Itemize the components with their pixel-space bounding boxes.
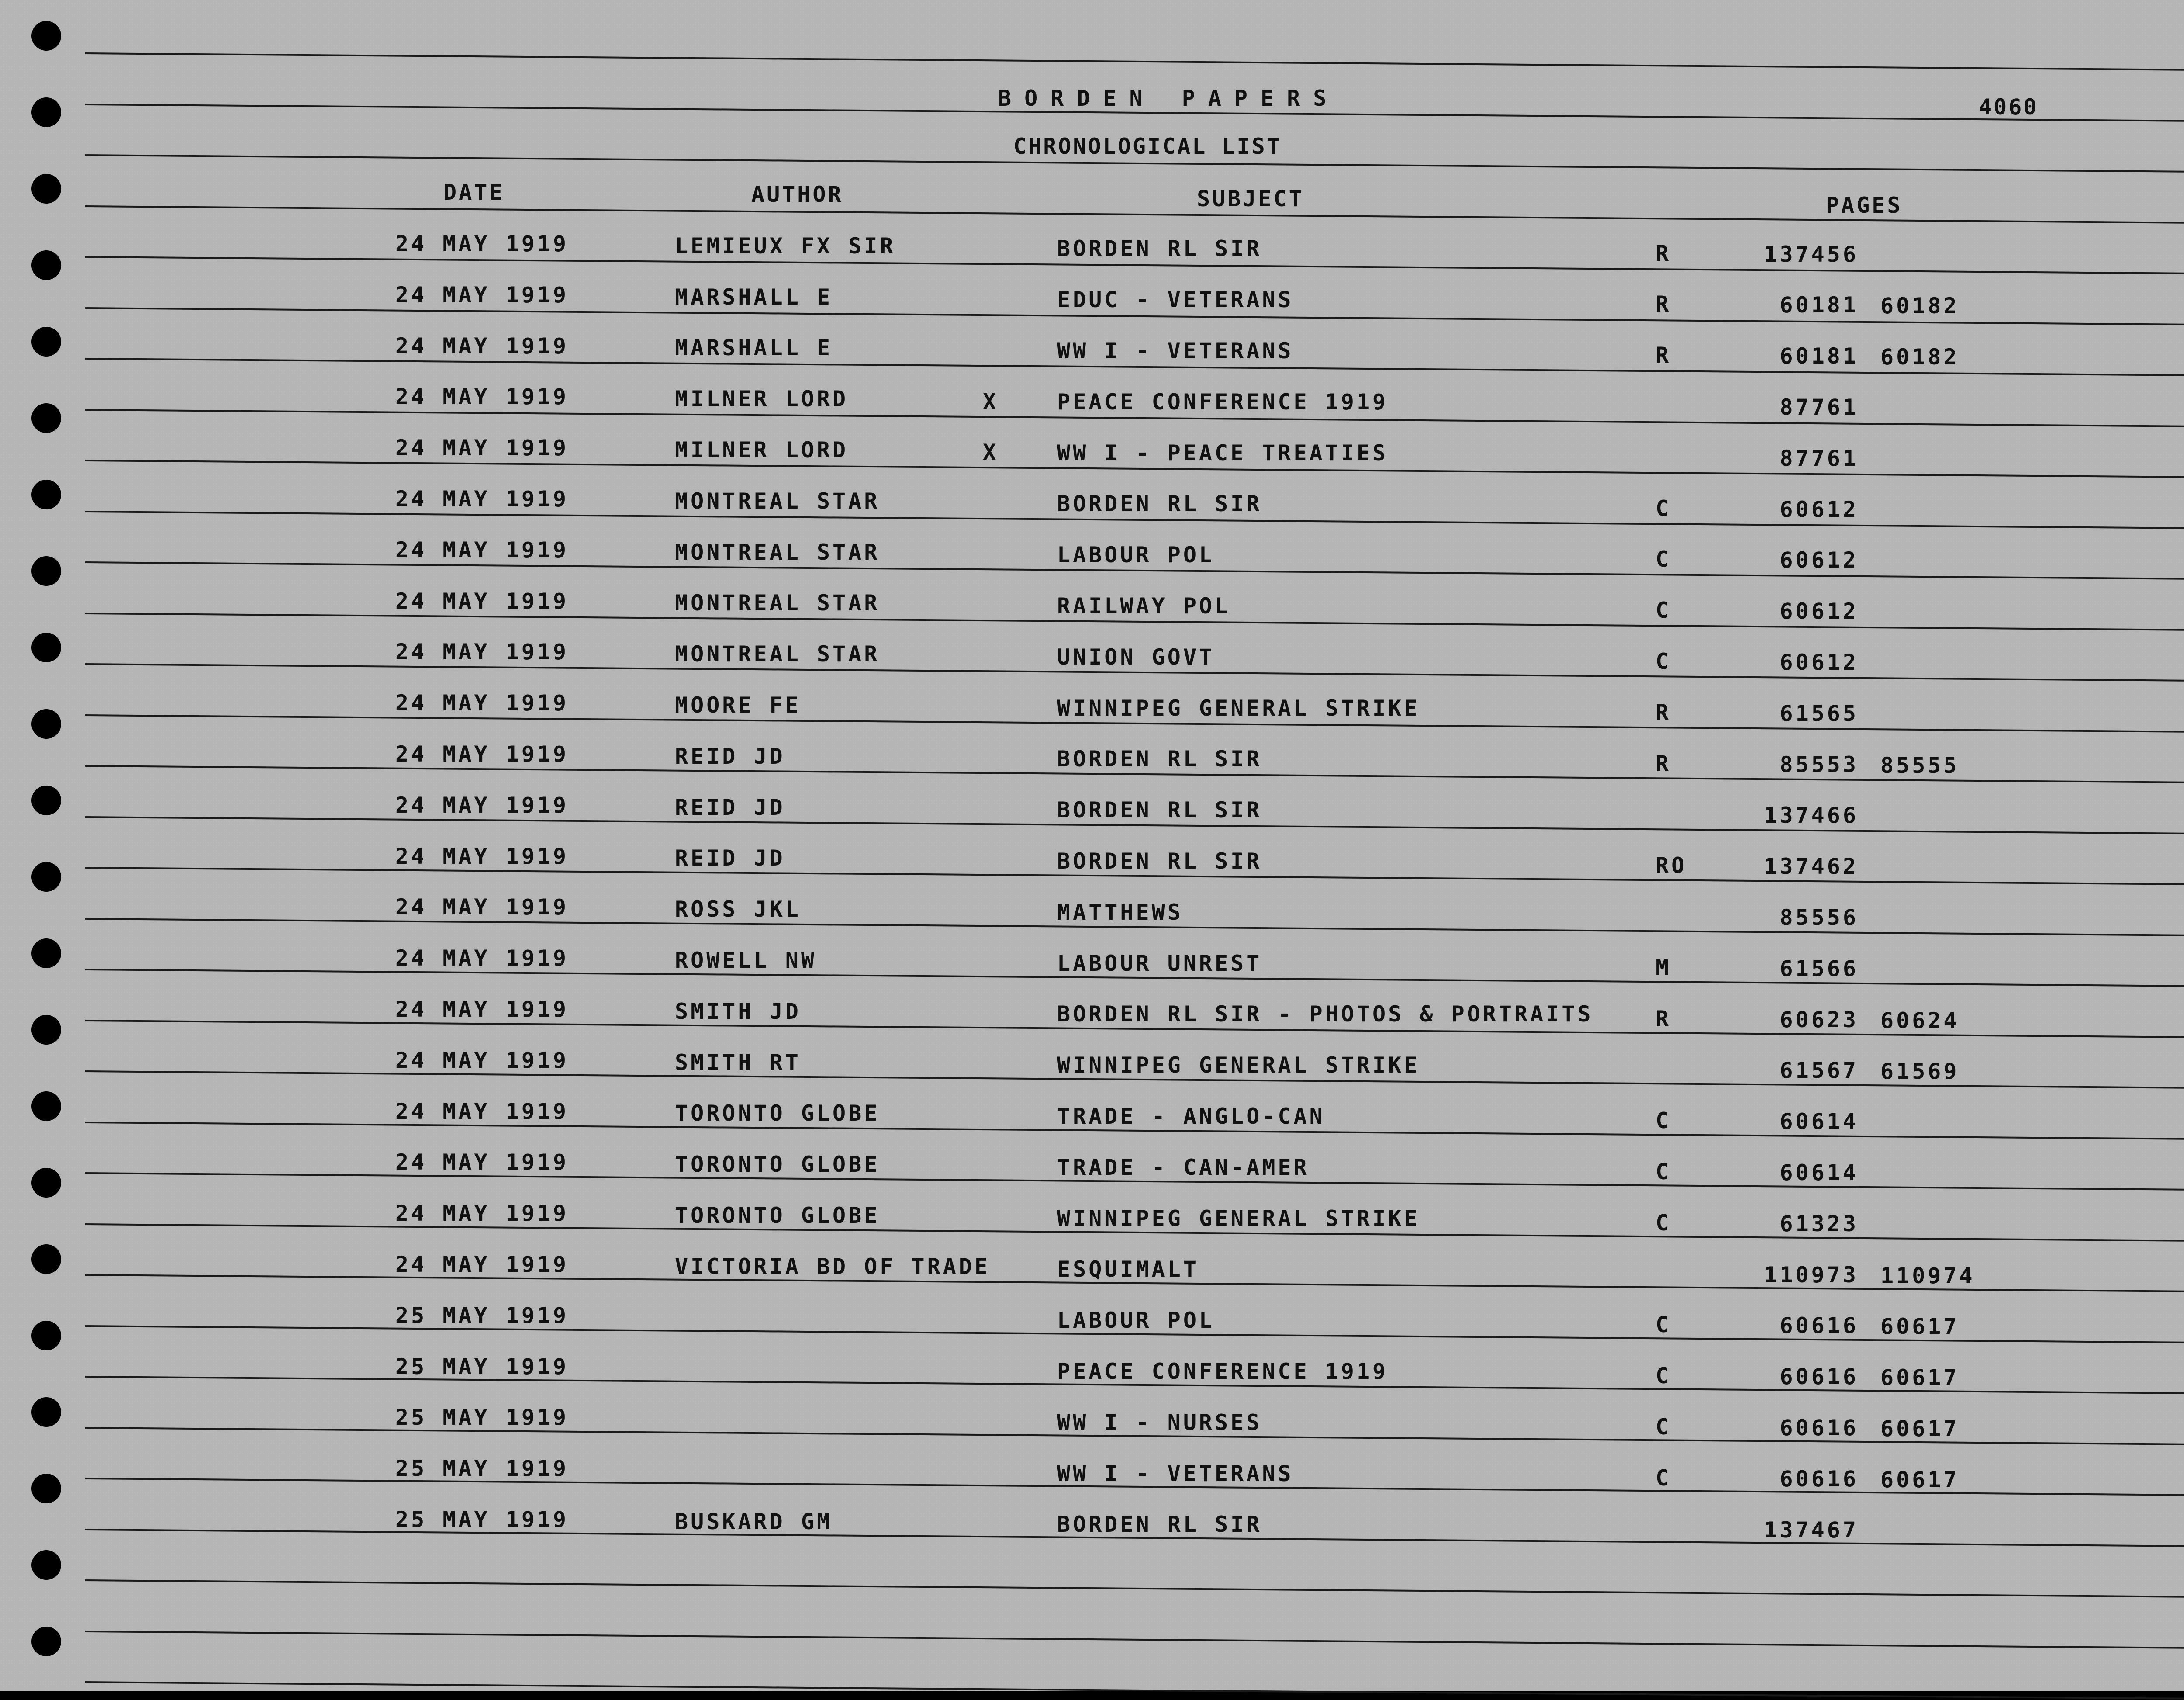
table-row — [0, 1455, 2184, 1492]
entry-page-start: 60612 — [1780, 649, 1859, 675]
entry-date: 24 MAY 1919 — [395, 384, 569, 410]
entry-author: BUSKARD GM — [675, 1509, 833, 1534]
ruled-line — [85, 1579, 2184, 1598]
entry-author: ROWELL NW — [675, 948, 817, 973]
column-header-author: AUTHOR — [751, 182, 843, 207]
table-row — [0, 1251, 2184, 1288]
entry-page-end: 60617 — [1880, 1416, 1959, 1441]
entry-author: REID JD — [675, 794, 785, 820]
entry-page-start: 60181 — [1780, 343, 1859, 369]
entry-author: REID JD — [675, 845, 785, 871]
table-row — [0, 1354, 2184, 1391]
entry-author: MARSHALL E — [675, 284, 833, 310]
entry-subject: WW I - PEACE TREATIES — [1057, 440, 1389, 466]
entry-page-start: 137462 — [1764, 854, 1859, 879]
entry-subject: PEACE CONFERENCE 1919 — [1057, 389, 1389, 415]
table-row — [0, 996, 2184, 1033]
table-row — [0, 435, 2184, 471]
entry-page-end: 85555 — [1880, 752, 1959, 778]
entry-page-start: 60612 — [1780, 496, 1859, 522]
entry-author: ROSS JKL — [675, 897, 801, 922]
table-row — [0, 1506, 2184, 1543]
entry-date: 24 MAY 1919 — [395, 997, 569, 1022]
entry-author: TORONTO GLOBE — [675, 1152, 880, 1177]
entry-date: 24 MAY 1919 — [395, 1201, 569, 1226]
page-number: 4060 — [1979, 94, 2039, 120]
entry-code: M — [1655, 955, 1672, 980]
entry-subject: LABOUR UNREST — [1057, 950, 1262, 976]
entry-page-start: 85556 — [1780, 904, 1859, 930]
entry-code: C — [1655, 1363, 1672, 1389]
entry-subject: BORDEN RL SIR — [1057, 491, 1262, 517]
entry-date: 24 MAY 1919 — [395, 843, 569, 869]
entry-page-start: 85553 — [1780, 751, 1859, 777]
table-row — [0, 894, 2184, 930]
entry-subject: TRADE - CAN-AMER — [1057, 1154, 1310, 1180]
entry-code: R — [1655, 1006, 1672, 1032]
entry-subject: WW I - VETERANS — [1057, 338, 1294, 364]
pin-hole — [31, 1550, 61, 1580]
pin-hole — [31, 97, 61, 127]
entry-code: C — [1655, 1465, 1672, 1491]
entry-code: R — [1655, 699, 1672, 725]
entry-date: 25 MAY 1919 — [395, 1354, 569, 1379]
entry-code: C — [1655, 495, 1672, 521]
entry-date: 25 MAY 1919 — [395, 1405, 569, 1430]
entry-date: 24 MAY 1919 — [395, 945, 569, 971]
table-row — [0, 1149, 2184, 1185]
entry-page-start: 61567 — [1780, 1058, 1859, 1084]
ruled-line — [85, 1681, 2184, 1700]
entry-code: R — [1655, 343, 1672, 368]
entry-date: 24 MAY 1919 — [395, 690, 569, 716]
entry-subject: LABOUR POL — [1057, 1308, 1215, 1333]
entry-page-start: 60612 — [1780, 599, 1859, 624]
entry-code: C — [1655, 1414, 1672, 1440]
entry-subject: UNION GOVT — [1057, 644, 1215, 670]
entry-page-end: 110974 — [1880, 1263, 1975, 1288]
entry-subject: WINNIPEG GENERAL STRIKE — [1057, 695, 1420, 721]
entry-author: MONTREAL STAR — [675, 641, 880, 667]
entry-page-end: 60617 — [1880, 1467, 1959, 1492]
entry-date: 24 MAY 1919 — [395, 741, 569, 767]
table-row — [0, 792, 2184, 828]
table-row — [0, 537, 2184, 573]
entry-code: C — [1655, 547, 1672, 572]
ruled-line — [85, 52, 2184, 71]
pin-hole — [31, 21, 61, 51]
entry-code: C — [1655, 1210, 1672, 1236]
entry-page-start: 61323 — [1780, 1211, 1859, 1236]
entry-code: C — [1655, 1312, 1672, 1338]
entry-subject: MATTHEWS — [1057, 899, 1183, 925]
entry-date: 24 MAY 1919 — [395, 333, 569, 359]
entry-subject: BORDEN RL SIR — [1057, 848, 1262, 874]
table-row — [0, 690, 2184, 726]
entry-subject: BORDEN RL SIR — [1057, 236, 1262, 262]
column-header-date: DATE — [443, 180, 505, 205]
column-header-pages: PAGES — [1826, 193, 1903, 218]
entry-date: 24 MAY 1919 — [395, 1149, 569, 1175]
entry-subject: ESQUIMALT — [1057, 1257, 1199, 1282]
entry-page-start: 61565 — [1780, 700, 1859, 726]
entry-subject: WW I - VETERANS — [1057, 1461, 1294, 1486]
entry-subject: PEACE CONFERENCE 1919 — [1057, 1358, 1389, 1384]
entry-page-start: 60616 — [1780, 1415, 1859, 1440]
entry-page-start: 60623 — [1780, 1007, 1859, 1032]
table-row — [0, 333, 2184, 370]
entry-page-end: 60624 — [1880, 1008, 1959, 1033]
entry-author: SMITH JD — [675, 998, 801, 1024]
entry-page-start: 60614 — [1780, 1160, 1859, 1185]
table-row — [0, 843, 2184, 879]
entry-page-start: 60614 — [1780, 1109, 1859, 1135]
table-row — [0, 639, 2184, 675]
entry-date: 24 MAY 1919 — [395, 435, 569, 461]
entry-subject: BORDEN RL SIR - PHOTOS & PORTRAITS — [1057, 1001, 1593, 1027]
entry-page-start: 60616 — [1780, 1313, 1859, 1339]
entry-author: MILNER LORD — [675, 386, 849, 412]
entry-subject: WW I - NURSES — [1057, 1409, 1262, 1435]
entry-author: MILNER LORD — [675, 437, 849, 463]
table-row — [0, 1098, 2184, 1135]
entry-flag: X — [983, 440, 999, 465]
entry-author: REID JD — [675, 743, 785, 769]
entry-page-end: 60617 — [1880, 1314, 1959, 1340]
entry-author: MARSHALL E — [675, 335, 833, 361]
entry-subject: LABOUR POL — [1057, 542, 1215, 568]
entry-page-start: 137467 — [1764, 1517, 1859, 1543]
entry-page-start: 60616 — [1780, 1364, 1859, 1390]
entry-page-start: 87761 — [1780, 445, 1859, 471]
entry-author: MONTREAL STAR — [675, 539, 880, 565]
entry-page-start: 61566 — [1780, 956, 1859, 981]
entry-author: MOORE FE — [675, 692, 801, 718]
ruled-line — [85, 1631, 2184, 1649]
entry-page-start: 137466 — [1764, 803, 1859, 828]
entry-date: 24 MAY 1919 — [395, 486, 569, 512]
table-row — [0, 1302, 2184, 1340]
entry-date: 24 MAY 1919 — [395, 1098, 569, 1124]
entry-date: 25 MAY 1919 — [395, 1302, 569, 1328]
entry-flag: X — [983, 388, 999, 414]
entry-code: C — [1655, 598, 1672, 623]
column-header-subject: SUBJECT — [1197, 186, 1304, 211]
entry-page-start: 87761 — [1780, 394, 1859, 420]
entry-subject: TRADE - ANGLO-CAN — [1057, 1103, 1325, 1129]
entry-date: 24 MAY 1919 — [395, 792, 569, 818]
entry-page-end: 60617 — [1880, 1365, 1959, 1391]
list-subtitle: CHRONOLOGICAL LIST — [1013, 134, 1282, 159]
entry-date: 24 MAY 1919 — [395, 894, 569, 920]
table-row — [0, 282, 2184, 319]
entry-author: VICTORIA BD OF TRADE — [675, 1253, 991, 1279]
entry-page-start: 110973 — [1764, 1262, 1859, 1288]
table-row — [0, 1047, 2184, 1084]
entry-author: TORONTO GLOBE — [675, 1101, 880, 1126]
entry-date: 25 MAY 1919 — [395, 1507, 569, 1533]
entry-code: R — [1655, 240, 1672, 266]
entry-subject: BORDEN RL SIR — [1057, 797, 1262, 823]
entry-code: RO — [1655, 853, 1687, 879]
entry-subject: EDUC - VETERANS — [1057, 287, 1294, 313]
entry-date: 25 MAY 1919 — [395, 1456, 569, 1482]
table-row — [0, 486, 2184, 522]
entry-code: C — [1655, 649, 1672, 675]
table-row — [0, 588, 2184, 624]
table-row — [0, 945, 2184, 981]
entry-subject: BORDEN RL SIR — [1057, 1512, 1262, 1537]
entry-subject: WINNIPEG GENERAL STRIKE — [1057, 1205, 1420, 1231]
entry-code: C — [1655, 1108, 1672, 1134]
entry-page-start: 137456 — [1764, 241, 1859, 267]
table-row — [0, 1404, 2184, 1441]
pin-hole — [31, 174, 61, 204]
table-row — [0, 231, 2184, 267]
entry-code: R — [1655, 291, 1672, 317]
entry-subject: RAILWAY POL — [1057, 593, 1231, 619]
entry-date: 24 MAY 1919 — [395, 1252, 569, 1278]
table-row — [0, 1200, 2184, 1236]
entry-date: 24 MAY 1919 — [395, 1047, 569, 1073]
entry-author: MONTREAL STAR — [675, 488, 880, 514]
entry-date: 24 MAY 1919 — [395, 537, 569, 563]
entry-date: 24 MAY 1919 — [395, 231, 569, 257]
document-title: BORDEN PAPERS — [998, 86, 1340, 111]
entry-subject: BORDEN RL SIR — [1057, 746, 1262, 772]
entry-page-start: 60612 — [1780, 547, 1859, 573]
entry-code: R — [1655, 751, 1672, 776]
pin-hole — [31, 1627, 61, 1656]
table-row — [0, 384, 2184, 420]
entry-author: TORONTO GLOBE — [675, 1203, 880, 1229]
entry-page-start: 60181 — [1780, 292, 1859, 318]
entry-page-start: 60616 — [1780, 1466, 1859, 1492]
entry-code: C — [1655, 1159, 1672, 1185]
entry-page-end: 61569 — [1880, 1059, 1959, 1084]
entry-author: LEMIEUX FX SIR — [675, 233, 896, 259]
entry-date: 24 MAY 1919 — [395, 639, 569, 665]
table-row — [0, 741, 2184, 778]
entry-author: MONTREAL STAR — [675, 590, 880, 616]
entry-date: 24 MAY 1919 — [395, 588, 569, 614]
entry-page-end: 60182 — [1880, 293, 1959, 319]
entry-author: SMITH RT — [675, 1049, 801, 1075]
entry-page-end: 60182 — [1880, 344, 1959, 370]
entry-date: 24 MAY 1919 — [395, 282, 569, 308]
entry-subject: WINNIPEG GENERAL STRIKE — [1057, 1053, 1420, 1078]
